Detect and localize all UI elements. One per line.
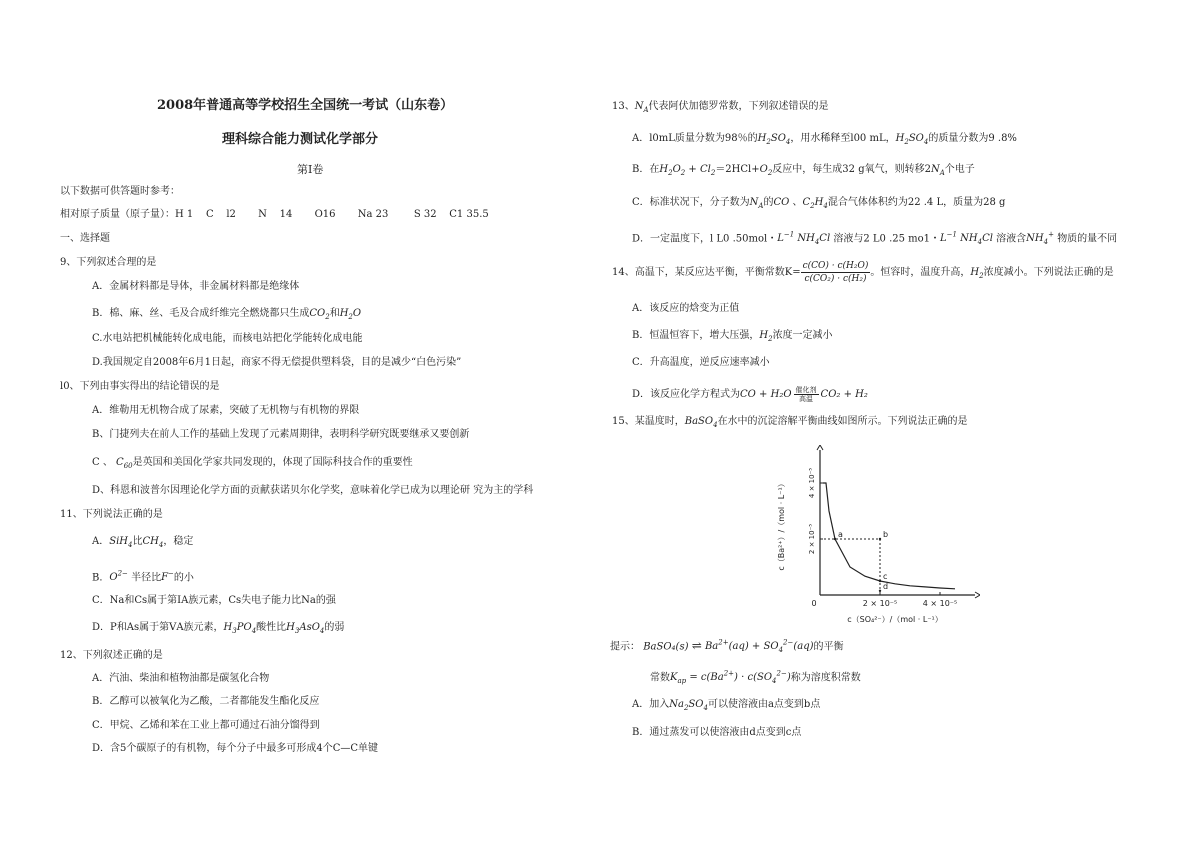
q11-stem: 11、下列说法正确的是 [60,509,163,520]
q12-option-c: C．甲烷、乙烯和苯在工业上都可通过石油分馏得到 [92,720,320,731]
formula-o2-ion: $O^{2-}$ [109,570,128,584]
equilibrium-arrow-icon: ⇌ [691,638,702,653]
reaction-arrow: 催化剂 高温 [795,386,817,403]
q14-option-d: D．该反应化学方程式为CO + H₂O 催化剂 高温 CO₂ + H₂ [632,386,868,403]
q9-option-c: C.水电站把机械能转化成电能，而核电站把化学能转化成电能 [92,333,363,344]
q9-option-a: A．金属材料都是导体，非金属材料都是绝缘体 [92,281,300,292]
q10-option-d: D、科恩和波普尔因理论化学方面的贡献获诺贝尔化学奖，意味着化学已成为以理论研 究为主的学科 [92,485,534,496]
q10-option-b: B、门捷列夫在前人工作的基础上发现了元素周期律，表明科学研究既要继承又要创新 [92,429,470,440]
q15-option-a: A．加入$Na_2SO_4$可以使溶液由a点变到b点 [632,699,821,712]
y-tick-label: 4 × 10⁻⁵ [808,467,816,499]
q9-option-d: D.我国规定自2008年6月1日起，商家不得无偿提供塑料袋，目的是减少“白色污染” [92,357,462,368]
point-label-b: b [883,530,889,539]
q11-option-a: A．SiH$_4$比$CH_4$，稳定 [92,536,194,549]
point-c [879,580,881,582]
q12-option-d: D．含5个碳原子的有机物，每个分子中最多可形成4个C—C单键 [92,743,379,754]
exam-subtitle: 理科综合能力测试化学部分 [222,132,379,147]
q13-option-b: B．在$H_2O_2 + Cl_2=2HCl+O_2$反应中，每生成32 g氧气，则转移$2N_A$个电子 [632,164,975,177]
q13-stem: 13、$N_A$代表阿伏加德罗常数，下列叙述错误的是 [612,101,829,114]
point-label-a: a [838,530,843,539]
formula-sih4: SiH$_4$ [109,536,133,549]
atomic-masses: 相对原子质量（原子量）：H 1 C l2 N 14 O16 Na 23 S 32 C1 35.5 [60,209,489,220]
intro-text: 以下数据可供答题时参考： [60,186,180,197]
q11-option-d: D．P和As属于第ⅤA族元素，$H_3PO_4$酸性比$H_3AsO_4$的弱 [92,622,345,635]
point-a [834,538,836,540]
y-tick-label: 2 × 10⁻⁵ [808,523,816,555]
q14-option-b: B．恒温恒容下，增大压强，$H_2$浓度一定减小 [632,330,833,343]
formula-h3po4: $H_3PO_4$ [223,622,257,635]
formula-ch4: $CH_4$ [142,536,164,549]
point-b [879,538,881,540]
exam-title: 2008年普通高等学校招生全国统一考试（山东卷） [157,98,454,113]
q14-option-a: A．该反应的焓变为正值 [632,303,740,314]
x-tick-label: 2 × 10⁻⁵ [862,599,898,608]
q13-option-d: D．一定温度下，l L0 .50mol・$L^{-1}$ $NH_4Cl$ 溶液与2 L0 .25 mo1・$L^{-1}$ $NH_4Cl$ 溶液含$NH_4^+$ 物质的量不同 [632,231,1118,247]
equilibrium-constant-fraction: $\frac{\text{c(CO) · c(H₂O)}}{\text{c(CO₂) · c(H₂)}}$ [802,261,869,284]
q9-b-text: B．棉、麻、丝、毛及合成纤维完全燃烧都只生成 [92,308,310,319]
q12-stem: 12、下列叙述正确的是 [60,650,163,661]
q14-option-c: C．升高温度，逆反应速率减小 [632,357,770,368]
formula-h2o: $H_2O$ [339,308,362,321]
x-tick-label: 4 × 10⁻⁵ [922,599,958,608]
q11-option-c: C．Na和Cs属于第ⅠA族元素，Cs失电子能力比Na的强 [92,595,336,606]
q13-option-c: C．标准状况下，分子数为$N_A$的CO 、$C_2H_4$混合气体体积约为22 .4 L，质量为28 g [632,197,1006,210]
formula-co2: $CO_2$ [309,308,330,321]
formula-h3aso4: $H_3AsO_4$ [286,622,325,635]
q15-stem: 15、某温度时，BaSO$_4$在水中的沉淀溶解平衡曲线如图所示。下列说法正确的是 [612,416,968,429]
x-tick-label: 0 [811,599,817,608]
point-d [879,590,881,592]
q10-option-c: C 、 $C_{60}$是英国和美国化学家共同发现的，体现了国际科技合作的重要性 [92,457,413,470]
q15-ksp-definition: 常数$K_{ap} = c(Ba^{2+}) \cdot c(SO_4^{2-})$称为溶度积常数 [650,670,861,686]
formula-na: $N_A$ [634,101,649,114]
x-axis-label: c（SO₄²⁻）/（mol · L⁻¹） [847,615,943,624]
q15-hint: 提示： BaSO₄(s) ⇌ $Ba^{2+}(aq) + SO_4^{2-}(aq)$的平衡 [610,638,844,655]
x-axis-arrow [975,592,980,598]
formula-c60: $C_{60}$ [116,457,133,470]
formula-f-ion: F− [161,570,174,584]
q13-option-a: A．l0mL质量分数为98％的$H_2SO_4$，用水稀释至l00 mL，$H_2SO_4$的质量分数为9 .8% [632,133,1017,146]
section-label: 第Ⅰ卷 [297,163,324,176]
point-label-d: d [883,581,889,591]
q14-stem: 14、高温下，某反应达平衡，平衡常数K= $\frac{\text{c(CO) · c(H₂O)}}{\text{c(CO₂) · c(H₂)}}$ 。恒容时，温度升高，$H_2$浓度减小。下列说法正确的是 [612,261,1114,284]
q9-stem: 9、下列叙述合理的是 [60,257,157,268]
solubility-curve-chart [770,445,980,625]
y-axis-arrow [817,445,823,450]
part-heading: 一、选择题 [60,233,110,244]
q12-option-a: A．汽油、柴油和植物油都是碳氢化合物 [92,673,270,684]
q10-stem: l0、下列由事实得出的结论错误的是 [60,381,220,392]
q12-option-b: B．乙醇可以被氧化为乙酸，二者都能发生酯化反应 [92,696,320,707]
q10-option-a: A．维勒用无机物合成了尿素，突破了无机物与有机物的界限 [92,405,360,416]
right-column [600,0,1200,848]
point-label-c: c [883,572,888,581]
y-axis-label: c（Ba²⁺）/（mol · L⁻¹） [777,479,786,571]
q9-option-b: B．棉、麻、丝、毛及合成纤维完全燃烧都只生成$CO_2$和$H_2O$ [92,308,362,321]
q11-option-b: B．$O^{2-}$ 半径比F−的小 [92,570,194,584]
q15-option-b: B．通过蒸发可以使溶液由d点变到c点 [632,727,802,738]
